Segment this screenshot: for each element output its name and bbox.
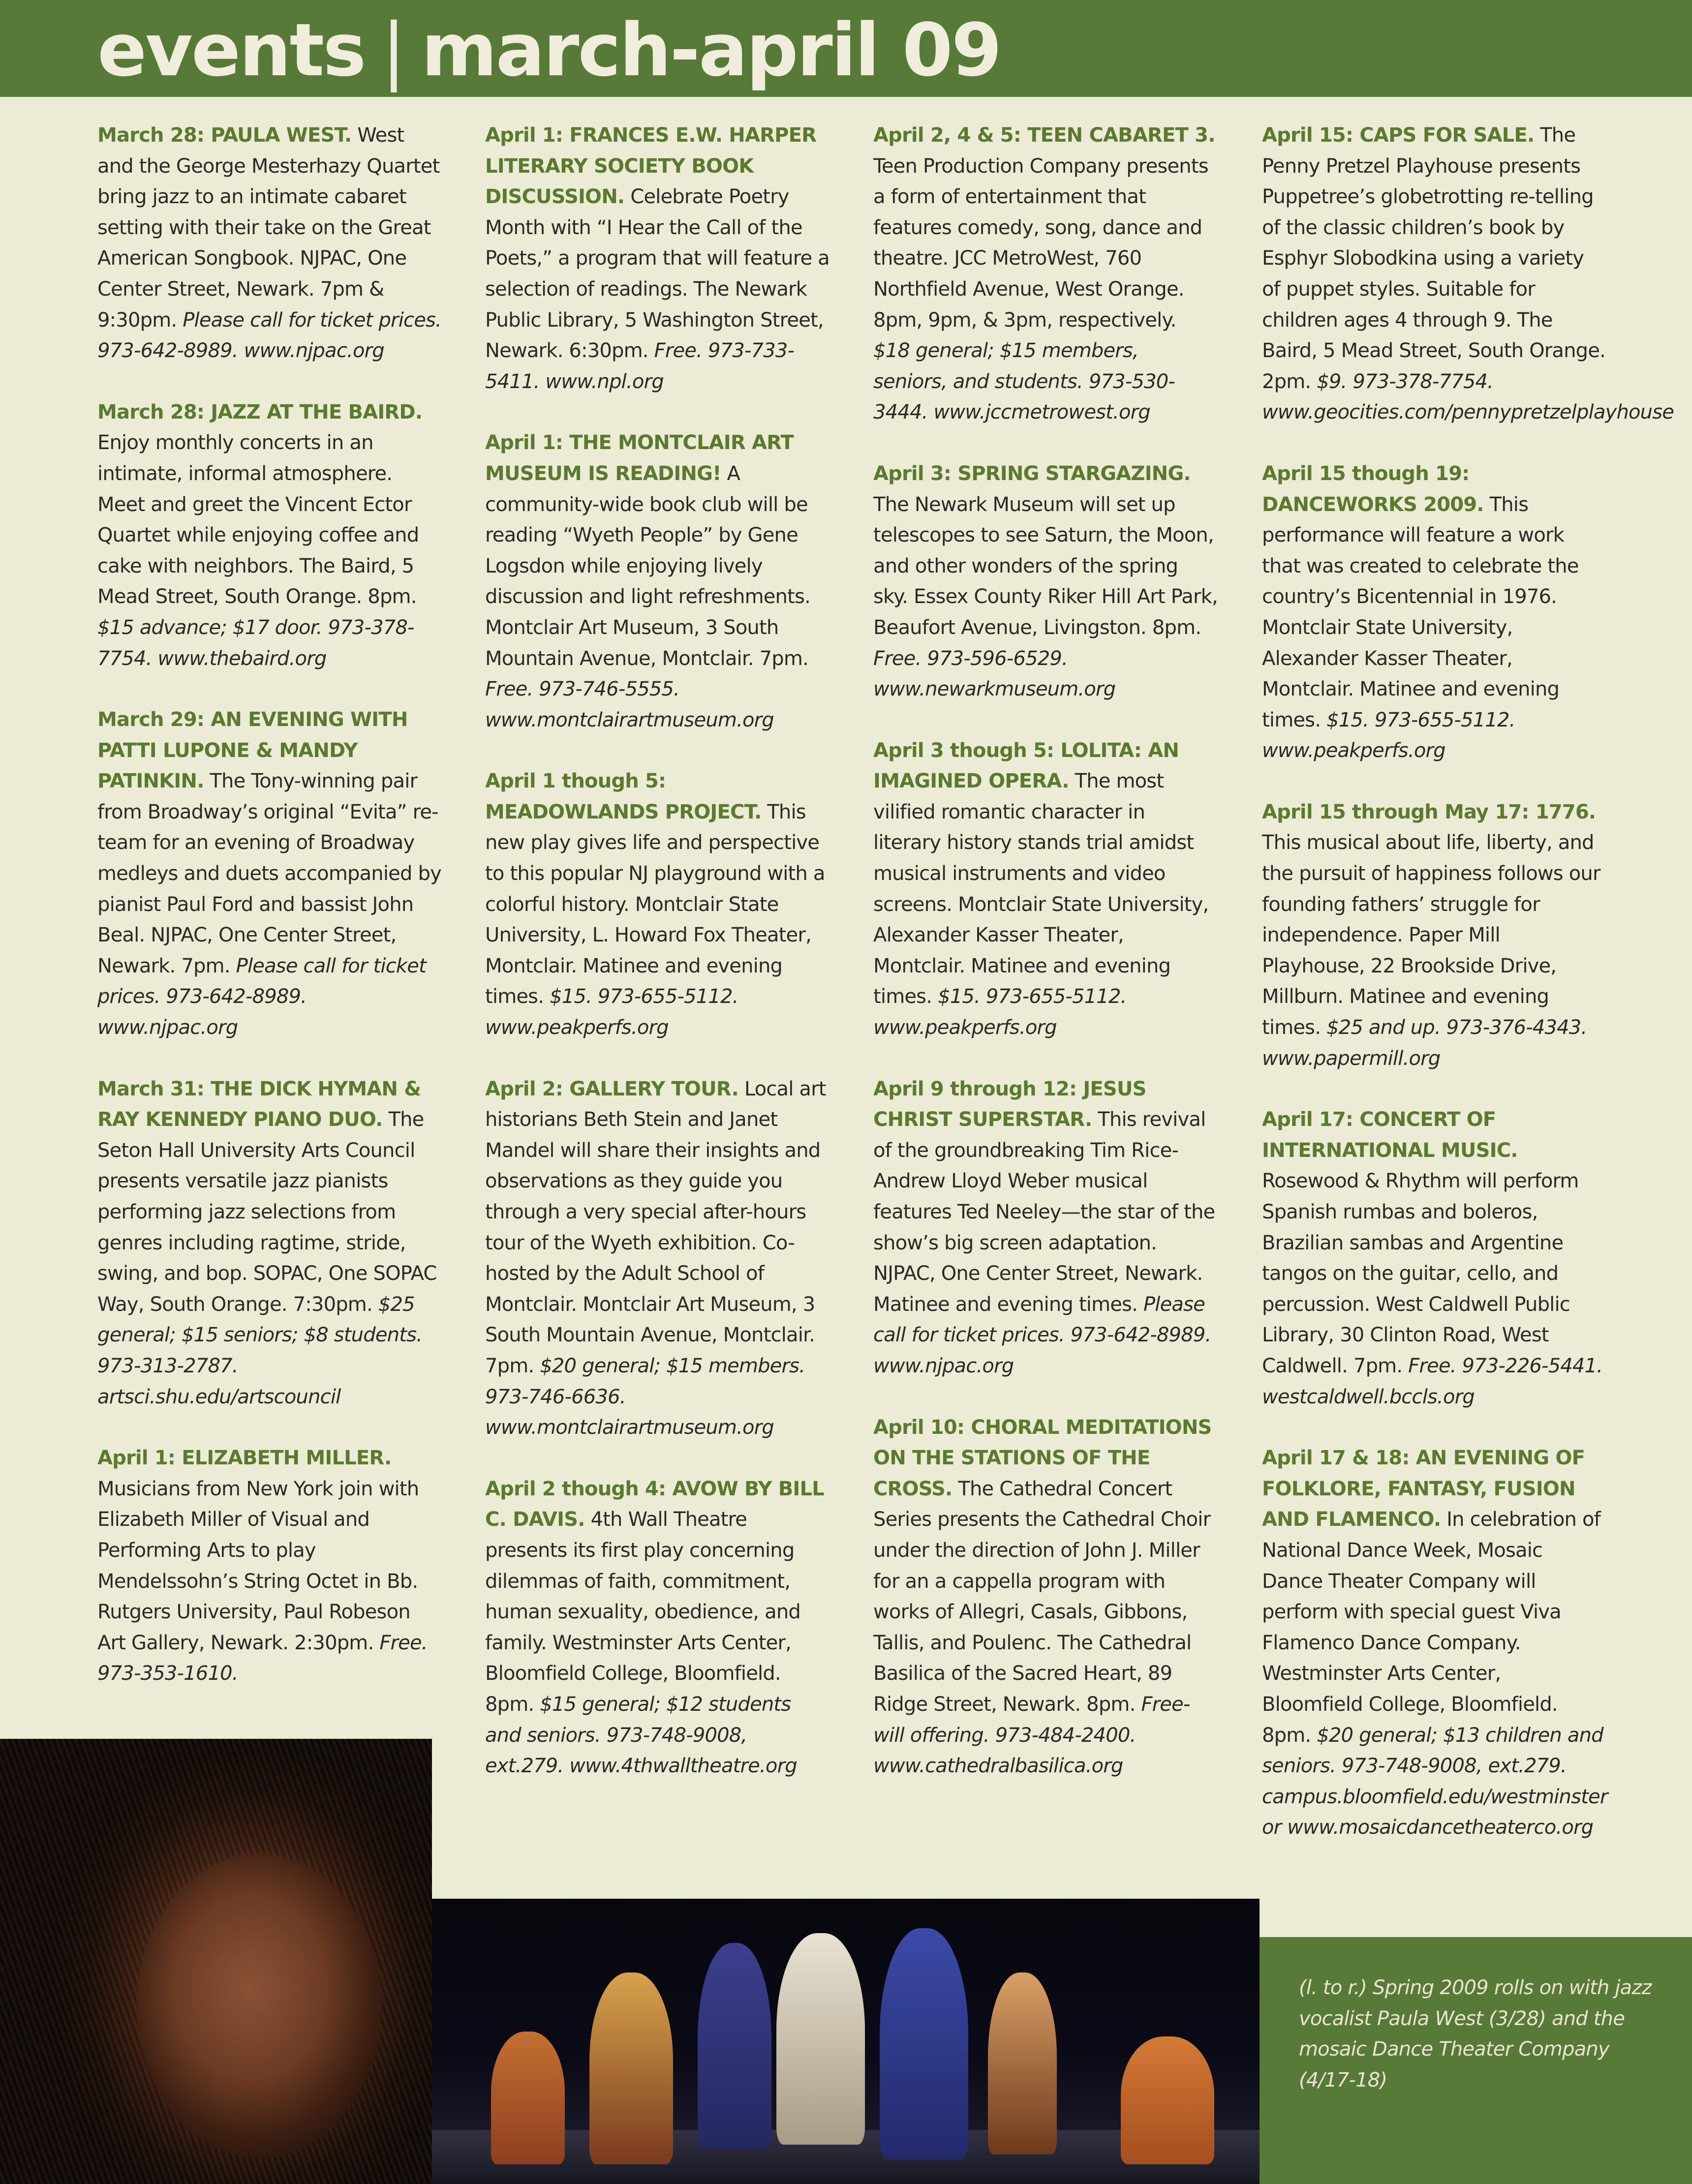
event-ticket-info: $15. 973-655-5112. www.peakperfs.org [1262,708,1515,762]
event-title: April 17: CONCERT OF INTERNATIONAL MUSIC. [1262,1108,1518,1162]
event-ticket-info: Free. 973-596-6529. www.newarkmuseum.org [873,647,1116,701]
event-title: April 1 though 5: MEADOWLANDS PROJECT. [485,770,762,823]
event-item [873,735,1218,1043]
event-ticket-info: $25 and up. 973-376-4343. www.papermill.org [1262,1016,1587,1070]
event-ticket-info: $15 advance; $17 door. 973-378-7754. www.thebaird.org [97,616,414,670]
dancer-figure [491,2032,565,2164]
dancer-figure [589,1972,673,2164]
event-ticket-info: $25 general; $15 seniors; $8 students. 973-313-2787. artsci.shu.edu/artscouncil [97,1293,423,1408]
event-description: Rosewood & Rhythm will perform Spanish rumbas and boleros, Brazilian sambas and Argentine tangos on the guitar, cello, and percussion. West Caldwell Public Library, 30 Clinton Road, West Caldwell. 7pm. [1262,1170,1579,1377]
event-item [873,1412,1218,1782]
page-title [97,6,1001,94]
event-ticket-info: Please call for ticket prices. 973-642-8989. www.njpac.org [97,954,426,1039]
event-item [485,1474,830,1782]
photo-caption-box [1260,1937,1692,2184]
event-item [97,1074,442,1413]
event-item [1262,458,1606,766]
event-description: The Cathedral Concert Series presents the Cathedral Choir under the direction of John J. Miller for an a cappella program with works of Allegri, Casals, Gibbons, Tallis, and Poulenc. The Cathedral Basilica of the Sacred Heart, 89 Ridge Street, Newark. 8pm. [873,1477,1211,1716]
event-ticket-info: $18 general; $15 members, seniors, and students. 973-530-3444. www.jccmetrowest.org [873,339,1175,424]
events-column-3 [873,120,1218,1812]
event-title: April 15 through May 17: 1776. [1262,800,1596,823]
event-title: April 1: THE MONTCLAIR ART MUSEUM IS READING! [485,431,794,485]
event-ticket-info: Free-will offering. 973-484-2400. www.cathedralbasilica.org [873,1693,1190,1778]
event-description: The Seton Hall University Arts Council presents versatile jazz pianists performing jazz selections from genres including ragtime, stride, swing, and bop. SOPAC, One SOPAC Way, South Orange. 7:30pm. [97,1108,437,1316]
event-ticket-info: $9. 973-378-7754. www.geocities.com/pennypretzelplayhouse [1262,370,1674,424]
event-item [873,458,1218,705]
dancer-figure [776,1933,865,2145]
event-title: March 31: THE DICK HYMAN & RAY KENNEDY PIANO DUO. [97,1077,421,1131]
event-title: April 10: CHORAL MEDITATIONS ON THE STATIONS OF THE CROSS. [873,1416,1212,1500]
event-description: A community-wide book club will be reading “Wyeth People” by Gene Logsdon while enjoying lively discussion and light refreshments. Montclair Art Museum, 3 South Mountain Avenue, Montclair. 7pm. [485,462,810,670]
event-title: March 29: AN EVENING WITH PATTI LUPONE & MANDY PATINKIN. [97,708,408,793]
dancer-figure [988,1972,1057,2154]
event-description: This musical about life, liberty, and the pursuit of happiness follows our founding fathers’ struggle for independence. Paper Mill Playhouse, 22 Brookside Drive, Millburn. Matinee and evening times. [1262,831,1600,1039]
event-title: March 28: PAULA WEST. [97,124,352,147]
dancer-figure [880,1928,968,2159]
section-name: events [97,8,365,92]
event-title: March 28: JAZZ AT THE BAIRD. [97,400,423,424]
event-description: Celebrate Poetry Month with “I Hear the Call of the Poets,” a program that will feature a selection of readings. The Newark Public Library, 5 Washington Street, Newark. 6:30pm. [485,185,830,363]
events-column-4 [1262,120,1674,1874]
event-description: This revival of the groundbreaking Tim Rice-Andrew Lloyd Weber musical features Ted Neeley—the star of the show’s big screen adaptation. NJPAC, One Center Street, Newark. Matinee and evening times. [873,1108,1215,1316]
event-description: Local art historians Beth Stein and Janet Mandel will share their insights and observations as they guide you through a very special after-hours tour of the Wyeth exhibition. Co-hosted by the Adult School of Montclair. Montclair Art Museum, 3 South Mountain Avenue, Montclair. 7pm. [485,1077,826,1377]
events-column-1 [97,120,442,1720]
event-item [97,704,442,1043]
event-item [1262,1443,1606,1843]
event-item [97,120,442,366]
page-header [0,0,1692,97]
event-item [873,1074,1218,1382]
event-description: This new play gives life and perspective to this popular NJ playground with a colorful history. Montclair State University, L. Howard Fox Theater, Montclair. Matinee and evening times. [485,800,825,1008]
event-ticket-info: $20 general; $15 members. 973-746-6636. www.montclairartmuseum.org [485,1354,805,1439]
event-item [1262,120,1674,428]
event-title: April 17 & 18: AN EVENING OF FOLKLORE, FANTASY, FUSION AND FLAMENCO. [1262,1447,1585,1531]
dancer-figure [698,1943,771,2150]
event-ticket-info: Free. 973-746-5555. www.montclairartmuseum.org [485,678,774,731]
event-description: The Penny Pretzel Playhouse presents Puppetree’s globetrotting re-telling of the classic children’s book by Esphyr Slobodkina using a variety of puppet styles. Suitable for children ages 4 through 9. The Baird, 5 Mead Street, South Orange. 2pm. [1262,124,1605,393]
event-item [485,766,830,1043]
event-description: Enjoy monthly concerts in an intimate, informal atmosphere. Meet and greet the Vincent Ector Quartet while enjoying coffee and cake with neighbors. The Baird, 5 Mead Street, South Orange. 8pm. [97,431,419,608]
event-ticket-info: Free. 973-733-5411. www.npl.org [485,339,795,393]
event-title: April 9 through 12: JESUS CHRIST SUPERSTAR. [873,1077,1146,1131]
event-item [485,1074,830,1443]
event-ticket-info: Free. 973-353-1610. [97,1631,428,1685]
event-ticket-info: Please call for ticket prices. 973-642-8989. www.njpac.org [97,308,441,363]
event-title: April 3 though 5: LOLITA: AN IMAGINED OPERA. [873,739,1179,793]
title-separator: | [381,8,405,92]
event-description: The Tony-winning pair from Broadway’s original “Evita” re-team for an evening of Broadway medleys and duets accompanied by pianist Paul Ford and bassist John Beal. NJPAC, One Center Street, Newark. 7pm. [97,770,441,977]
event-item [97,397,442,674]
events-column-2 [485,120,830,1812]
event-ticket-info: $15. 973-655-5112. www.peakperfs.org [873,985,1127,1039]
event-item [485,427,830,735]
event-description: Musicians from New York join with Elizabeth Miller of Visual and Performing Arts to play Mendelssohn’s String Octet in Bb. Rutgers University, Paul Robeson Art Gallery, Newark. 2:30pm. [97,1477,419,1654]
event-description: 4th Wall Theatre presents its first play concerning dilemmas of faith, commitment, human sexuality, obedience, and family. Westminster Arts Center, Bloomfield College, Bloomfield. 8pm. [485,1508,800,1716]
photo-caption: (l. to r.) Spring 2009 rolls on with jazz vocalist Paula West (3/28) and the mosaic Dance Theater Company (4/17-18) [1299,1976,1652,2092]
event-description: This performance will feature a work that was created to celebrate the country’s Bicentennial in 1976. Montclair State University, Alexander Kasser Theater, Montclair. Matinee and evening times. [1262,493,1579,731]
event-title: April 2 though 4: AVOW BY BILL C. DAVIS. [485,1477,824,1531]
issue-period: march-april 09 [421,8,1001,92]
event-title: April 2, 4 & 5: TEEN CABARET 3. [873,124,1215,147]
event-item [485,120,830,397]
event-item [1262,1104,1606,1412]
portrait-photo [0,1739,432,2184]
event-title: April 3: SPRING STARGAZING. [873,462,1191,485]
event-item [97,1443,442,1689]
event-item [1262,797,1606,1074]
event-title: April 1: FRANCES E.W. HARPER LITERARY SOCIETY BOOK DISCUSSION. [485,124,817,209]
event-description: In celebration of National Dance Week, Mosaic Dance Theater Company will perform with special guest Viva Flamenco Dance Company. Westminster Arts Center, Bloomfield College, Bloomfield. 8pm. [1262,1508,1600,1747]
dance-photo [432,1899,1260,2184]
event-ticket-info: $20 general; $13 children and seniors. 973-748-9008, ext.279. campus.bloomfield.edu/westminster or www.mosaicdancetheaterco.org [1262,1724,1608,1839]
dancer-figure [1121,2036,1214,2164]
portrait-hair-texture [0,1739,432,2184]
event-description: The Newark Museum will set up telescopes to see Saturn, the Moon, and other wonders of the spring sky. Essex County Riker Hill Art Park, Beaufort Avenue, Livingston. 8pm. [873,493,1218,639]
event-ticket-info: Please call for ticket prices. 973-642-8989. www.njpac.org [873,1293,1211,1377]
event-description: Teen Production Company presents a form of entertainment that features comedy, song, dance and theatre. JCC MetroWest, 760 Northfield Avenue, West Orange. 8pm, 9pm, & 3pm, respectively. [873,154,1208,332]
event-title: April 15: CAPS FOR SALE. [1262,124,1535,147]
event-item [873,120,1218,428]
event-ticket-info: $15 general; $12 students and seniors. 973-748-9008, ext.279. www.4thwalltheatre.org [485,1693,797,1778]
event-description: The most vilified romantic character in literary history stands trial amidst musical instruments and video screens. Montclair State University, Alexander Kasser Theater, Montclair. Matinee and evening times. [873,770,1209,1008]
event-title: April 1: ELIZABETH MILLER. [97,1447,392,1470]
event-title: April 15 though 19: DANCEWORKS 2009. [1262,462,1484,516]
event-description: West and the George Mesterhazy Quartet bring jazz to an intimate cabaret setting with their take on the Great American Songbook. NJPAC, One Center Street, Newark. 7pm & 9:30pm. [97,124,440,332]
event-ticket-info: $15. 973-655-5112. www.peakperfs.org [485,985,738,1039]
event-title: April 2: GALLERY TOUR. [485,1077,738,1100]
event-ticket-info: Free. 973-226-5441. westcaldwell.bccls.org [1262,1354,1603,1408]
